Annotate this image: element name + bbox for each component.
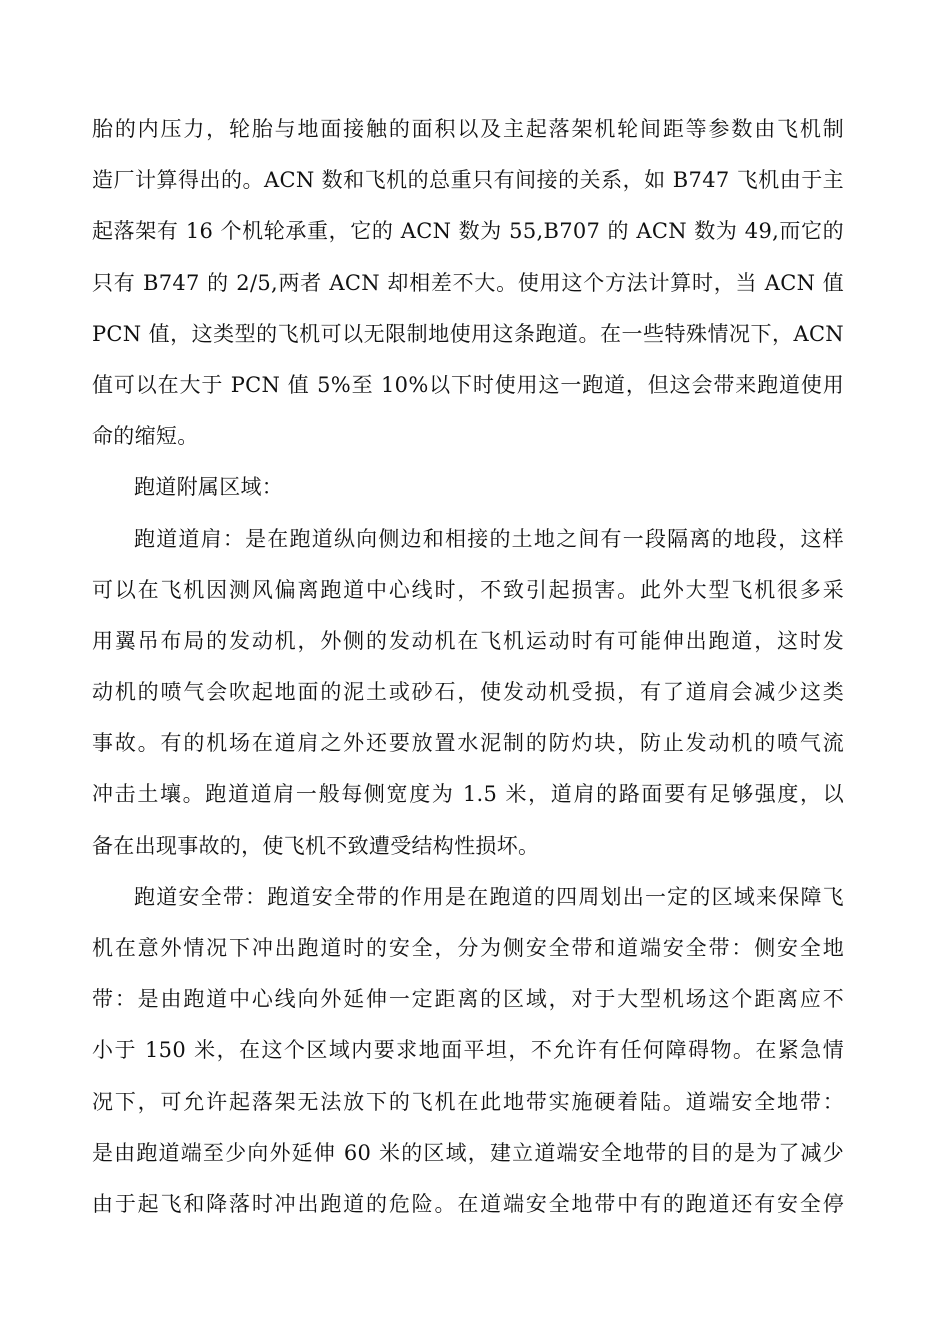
text-line: 冲击土壤。跑道道肩一般每侧宽度为 1.5 米，道肩的路面要有足够强度，以 bbox=[92, 782, 844, 807]
paragraph-runway-shoulder bbox=[92, 514, 844, 872]
text-line: 跑道安全带：跑道安全带的作用是在跑道的四周划出一定的区域来保障飞 bbox=[134, 884, 844, 909]
text-line: 跑道道肩：是在跑道纵向侧边和相接的土地之间有一段隔离的地段，这样 bbox=[134, 526, 844, 551]
text-line: 动机的喷气会吹起地面的泥土或砂石，使发动机受损，有了道肩会减少这类 bbox=[92, 680, 844, 705]
section-heading-runway-areas bbox=[92, 462, 844, 513]
text-line: 况下，可允许起落架无法放下的飞机在此地带实施硬着陆。道端安全地带： bbox=[92, 1089, 844, 1114]
text-line: 小于 150 米，在这个区域内要求地面平坦，不允许有任何障碍物。在紧急情 bbox=[92, 1038, 844, 1063]
paragraph-runway-strip bbox=[92, 872, 844, 1230]
text-line: 机在意外情况下冲出跑道时的安全，分为侧安全带和道端安全带：侧安全地 bbox=[92, 936, 844, 960]
text-line: 可以在飞机因测风偏离跑道中心线时，不致引起损害。此外大型飞机很多采 bbox=[92, 577, 844, 602]
document-body bbox=[92, 104, 844, 1230]
text-line: 用翼吊布局的发动机，外侧的发动机在飞机运动时有可能伸出跑道，这时发 bbox=[92, 628, 844, 653]
text-line: 起落架有 16 个机轮承重，它的 ACN 数为 55,B707 的 ACN 数为 49,而它的 bbox=[92, 219, 844, 244]
text-line: 造厂计算得出的。ACN 数和飞机的总重只有间接的关系，如 B747 飞机由于主 bbox=[92, 168, 844, 193]
text-line: 带：是由跑道中心线向外延伸一定距离的区域，对于大型机场这个距离应不 bbox=[92, 987, 844, 1012]
text-line: 值可以在大于 PCN 值 5%至 10%以下时使用这一跑道，但这会带来跑道使用 bbox=[92, 372, 844, 397]
text-line: 备在出现事故的，使飞机不致遭受结构性损坏。 bbox=[92, 833, 540, 858]
text-line: 是由跑道端至少向外延伸 60 米的区域，建立道端安全地带的目的是为了减少 bbox=[92, 1140, 844, 1165]
paragraph-acn-continuation bbox=[92, 104, 844, 462]
text-line: 胎的内压力，轮胎与地面接触的面积以及主起落架机轮间距等参数由飞机制 bbox=[92, 117, 844, 141]
text-line: 只有 B747 的 2/5,两者 ACN 却相差不大。使用这个方法计算时，当 ACN 值 bbox=[92, 270, 844, 295]
text-line: 跑道附属区域： bbox=[134, 475, 284, 500]
text-line: 事故。有的机场在道肩之外还要放置水泥制的防灼块，防止发动机的喷气流 bbox=[92, 731, 844, 756]
text-line: 由于起飞和降落时冲出跑道的危险。在道端安全地带中有的跑道还有安全停 bbox=[92, 1191, 844, 1216]
text-line: PCN 值，这类型的飞机可以无限制地使用这条跑道。在一些特殊情况下，ACN bbox=[92, 321, 844, 346]
text-line: 命的缩短。 bbox=[92, 424, 199, 449]
